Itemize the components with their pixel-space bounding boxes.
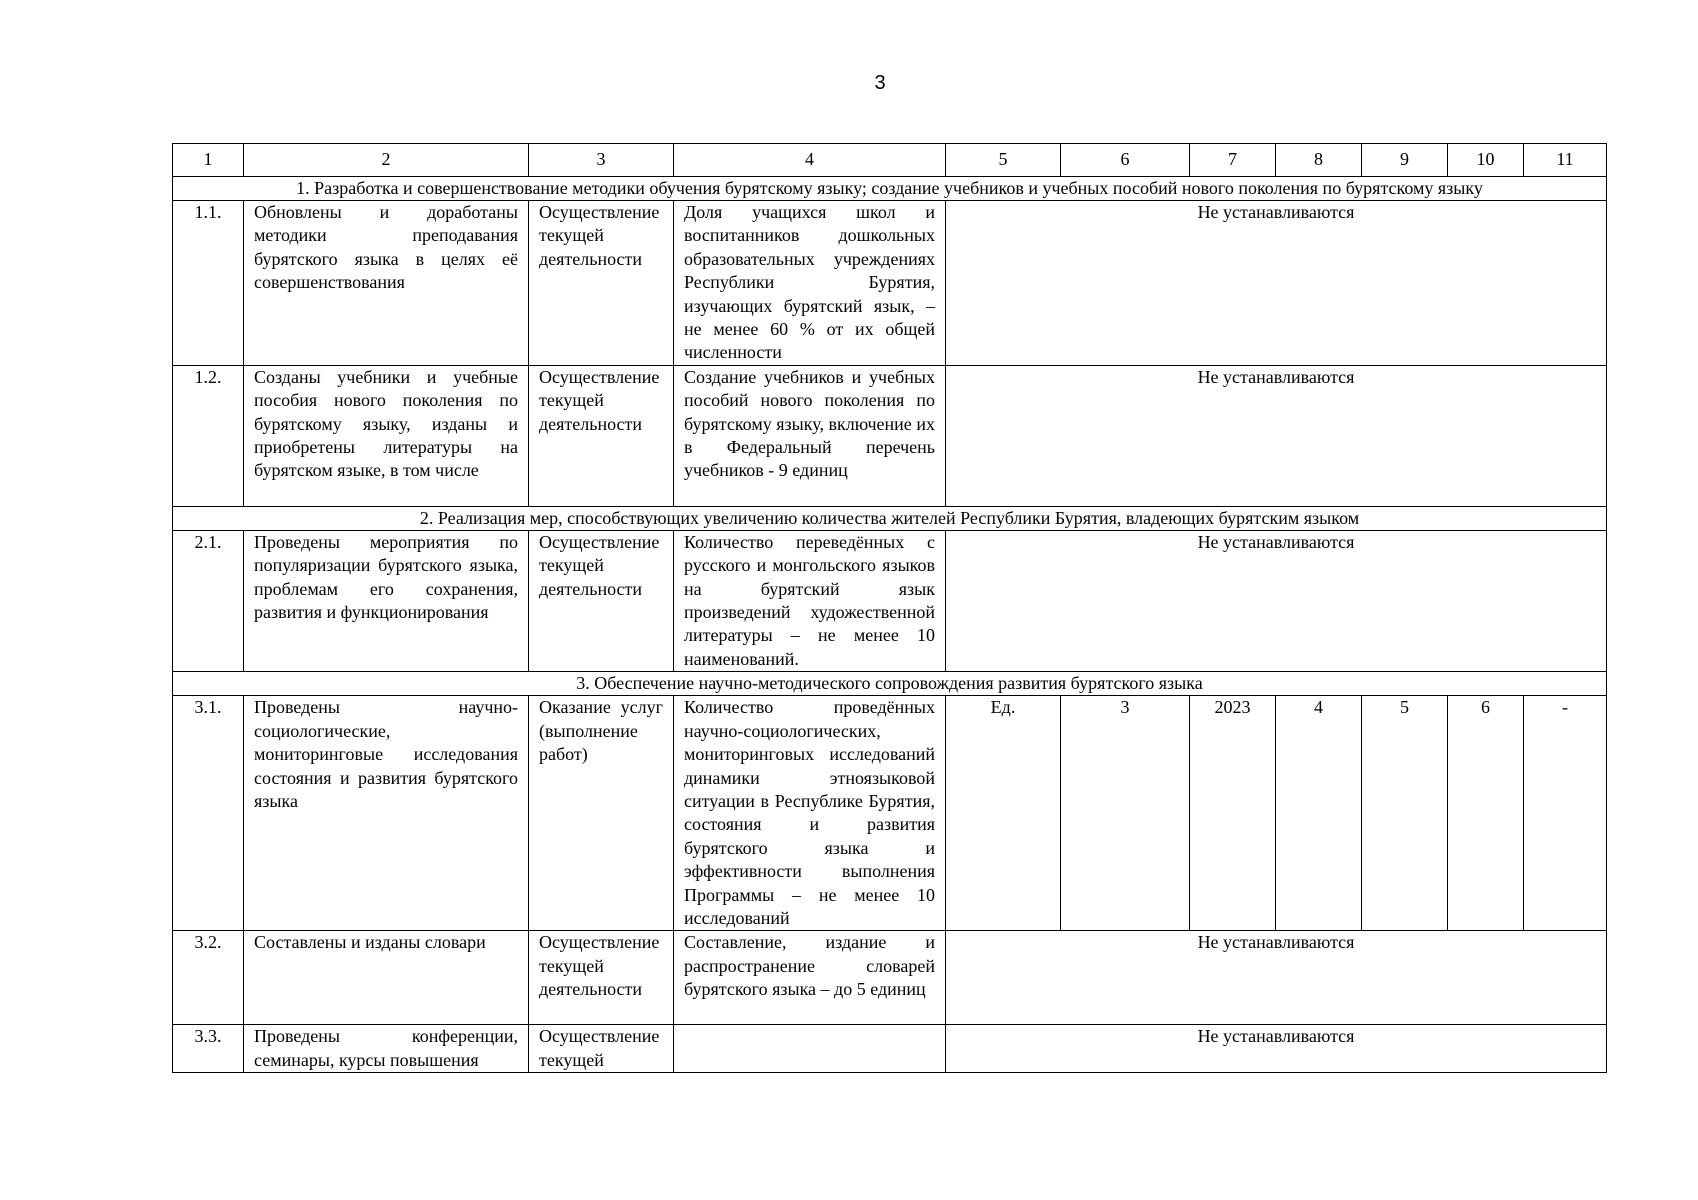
row-number: 1.1. <box>173 201 244 366</box>
row-number: 2.1. <box>173 530 244 671</box>
section-row <box>173 672 1607 696</box>
section-row <box>173 506 1607 530</box>
result-cell: Проведены научно-социологические, мониторинговые исследования состояния и развития бурятского языка <box>244 696 529 931</box>
column-header: 2 <box>244 144 529 177</box>
values-note-cell: Не устанавливаются <box>946 201 1607 366</box>
column-header: 9 <box>1362 144 1448 177</box>
row-number: 1.2. <box>173 365 244 506</box>
column-header: 3 <box>529 144 674 177</box>
base-year-cell: 2023 <box>1190 696 1276 931</box>
values-note-cell: Не устанавливаются <box>946 1025 1607 1073</box>
section-row <box>173 177 1607 201</box>
result-type-cell: Осуществление текущей деятельности <box>529 201 674 366</box>
year-value-cell: - <box>1524 696 1607 931</box>
result-cell: Составлены и изданы словари <box>244 931 529 1025</box>
section-title: 3. Обеспечение научно-методического сопровождения развития бурятского языка <box>173 672 1607 696</box>
column-header: 5 <box>946 144 1061 177</box>
result-type-cell: Оказание услуг (выполнение работ) <box>529 696 674 931</box>
result-type-cell: Осуществление текущей деятельности <box>529 530 674 671</box>
column-header: 4 <box>674 144 946 177</box>
section-title: 1. Разработка и совершенствование методики обучения бурятскому языку; создание учебников и учебных пособий нового поколения по бурятскому языку <box>173 177 1607 201</box>
page-number: 3 <box>874 72 886 94</box>
table-row <box>173 696 1607 931</box>
column-header: 1 <box>173 144 244 177</box>
result-cell: Обновлены и доработаны методики преподавания бурятского языка в целях её совершенствования <box>244 201 529 366</box>
table-row <box>173 931 1607 1025</box>
characteristic-cell <box>674 1025 946 1073</box>
table-row <box>173 1025 1607 1073</box>
column-header: 8 <box>1276 144 1362 177</box>
row-number: 3.3. <box>173 1025 244 1073</box>
column-header: 6 <box>1061 144 1190 177</box>
base-value-cell: 3 <box>1061 696 1190 931</box>
row-number: 3.2. <box>173 931 244 1025</box>
result-type-cell: Осуществление текущей деятельности <box>529 931 674 1025</box>
column-header: 10 <box>1448 144 1524 177</box>
column-number-row <box>173 144 1607 177</box>
result-type-cell: Осуществление текущей <box>529 1025 674 1073</box>
characteristic-cell: Количество переведённых с русского и монгольского языков на бурятский язык произведений художественной литературы – не менее 10 наименований. <box>674 530 946 671</box>
characteristic-cell: Доля учащихся школ и воспитанников дошкольных образовательных учреждениях Республики Бурятия, изучающих бурятский язык, – не менее 60 % от их общей численности <box>674 201 946 366</box>
section-title: 2. Реализация мер, способствующих увеличению количества жителей Республики Бурятия, владеющих бурятским языком <box>173 506 1607 530</box>
values-note-cell: Не устанавливаются <box>946 530 1607 671</box>
column-header: 7 <box>1190 144 1276 177</box>
table-row <box>173 365 1607 506</box>
row-number: 3.1. <box>173 696 244 931</box>
table-row <box>173 201 1607 366</box>
characteristic-cell: Составление, издание и распространение словарей бурятского языка – до 5 единиц <box>674 931 946 1025</box>
year-value-cell: 4 <box>1276 696 1362 931</box>
values-note-cell: Не устанавливаются <box>946 931 1607 1025</box>
values-note-cell: Не устанавливаются <box>946 365 1607 506</box>
year-value-cell: 6 <box>1448 696 1524 931</box>
result-cell: Проведены мероприятия по популяризации бурятского языка, проблемам его сохранения, развития и функционирования <box>244 530 529 671</box>
unit-cell: Ед. <box>946 696 1061 931</box>
table-row <box>173 530 1607 671</box>
result-cell: Проведены конференции, семинары, курсы повышения <box>244 1025 529 1073</box>
result-cell: Созданы учебники и учебные пособия нового поколения по бурятскому языку, изданы и приобретены литературы на бурятском языке, в том числе <box>244 365 529 506</box>
year-value-cell: 5 <box>1362 696 1448 931</box>
result-type-cell: Осуществление текущей деятельности <box>529 365 674 506</box>
results-table <box>172 143 1607 1073</box>
characteristic-cell: Количество проведённых научно-социологических, мониторинговых исследований динамики этноязыковой ситуации в Республике Бурятия, состояния и развития бурятского языка и эффективности выполнения Программы – не менее 10 исследований <box>674 696 946 931</box>
column-header: 11 <box>1524 144 1607 177</box>
characteristic-cell: Создание учебников и учебных пособий нового поколения по бурятскому языку, включение их в Федеральный перечень учебников - 9 единиц <box>674 365 946 506</box>
